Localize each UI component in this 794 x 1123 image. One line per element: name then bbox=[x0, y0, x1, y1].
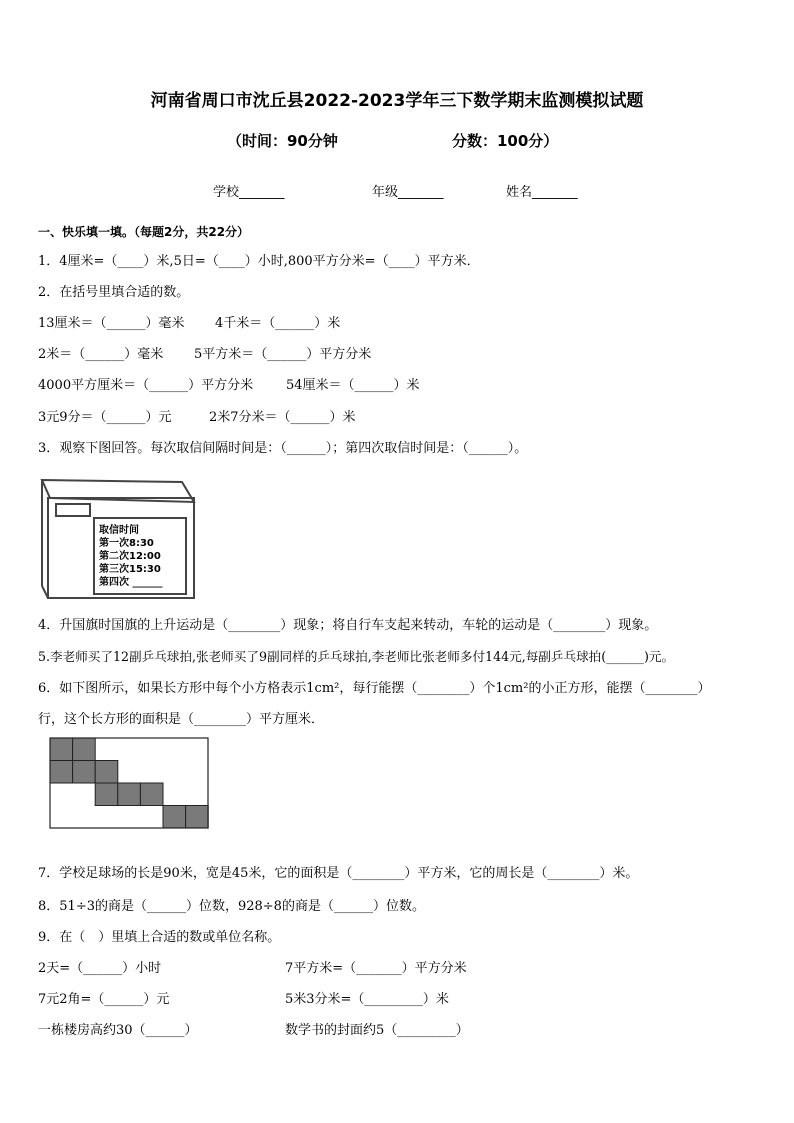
question-1: 1．4厘米=（____）米,5日=（____）小时,800平方分米=（____）平方米． bbox=[38, 254, 480, 269]
mailbox-schedule bbox=[99, 524, 162, 589]
question-9-item: 一栋楼房高约30（______） bbox=[38, 1023, 198, 1038]
shaded-square bbox=[95, 783, 118, 806]
question-6-cont: 行，这个长方形的面积是（________）平方厘米． bbox=[38, 712, 325, 727]
question-4: 4．升国旗时国旗的上升运动是（________）现象；将自行车支起来转动，车轮的运动是（________）现象。 bbox=[38, 618, 658, 633]
shaded-square bbox=[118, 783, 141, 806]
shaded-square bbox=[140, 783, 163, 806]
shaded-square bbox=[73, 761, 96, 784]
mailbox-time: 第四次 ______ bbox=[99, 577, 163, 588]
grid-rectangle-figure bbox=[49, 737, 211, 831]
question-2-item: 54厘米＝（______）米 bbox=[286, 378, 420, 393]
question-9-item: 7元2角=（______）元 bbox=[38, 992, 170, 1007]
question-3: 3．观察下图回答。每次取信间隔时间是：（______）；第四次取信时间是：（______）。 bbox=[38, 441, 528, 456]
question-6: 6．如下图所示，如果长方形中每个小方格表示1cm²，每行能摆（________）个1cm²的小正方形，能摆（________） bbox=[38, 681, 711, 696]
mailbox-time: 第一次8:30 bbox=[99, 538, 154, 549]
shaded-square bbox=[163, 806, 186, 829]
shaded-square bbox=[95, 761, 118, 784]
mailbox-time: 第二次12:00 bbox=[99, 551, 161, 562]
grade-field[interactable]: 年级_______ bbox=[372, 185, 444, 200]
question-2-item: 4000平方厘米＝（______）平方分米 bbox=[38, 378, 254, 393]
section-heading: 一、快乐填一填。（每题2分，共22分） bbox=[38, 225, 250, 239]
page-title: 河南省周口市沈丘县2022-2023学年三下数学期末监测模拟试题 bbox=[150, 91, 644, 111]
name-field[interactable]: 姓名_______ bbox=[506, 185, 578, 200]
question-9-item: 7平方米=（_______）平方分米 bbox=[285, 961, 467, 976]
question-7: 7．学校足球场的长是90米，宽是45米，它的面积是（________）平方米，它的周长是（________）米。 bbox=[38, 866, 639, 881]
question-2-item: 4千米＝（______）米 bbox=[215, 316, 341, 331]
question-5: 5.李老师买了12副乒乓球拍,张老师买了9副同样的乒乓球拍,李老师比张老师多付144元,每副乒乓球拍(______)元。 bbox=[38, 649, 675, 664]
question-9: 9．在（ ）里填上合适的数或单位名称。 bbox=[38, 930, 281, 945]
question-9-item: 5米3分米=（_________）米 bbox=[285, 992, 449, 1007]
question-9-item: 2天=（______）小时 bbox=[38, 961, 162, 976]
shaded-square bbox=[73, 738, 96, 761]
question-2-item: 3元9分＝（______）元 bbox=[38, 410, 172, 425]
question-2-item: 2米＝（______）毫米 bbox=[38, 347, 164, 362]
exam-time: （时间：90分钟 bbox=[227, 132, 338, 150]
shaded-square bbox=[50, 761, 73, 784]
question-2: 2．在括号里填合适的数。 bbox=[38, 285, 190, 300]
school-field[interactable]: 学校_______ bbox=[213, 185, 285, 200]
mailbox-time: 第三次15:30 bbox=[99, 564, 161, 575]
shaded-square bbox=[186, 806, 209, 829]
exam-score: 分数：100分） bbox=[452, 132, 559, 150]
question-2-item: 2米7分米＝（______）米 bbox=[209, 410, 356, 425]
question-9-item: 数学书的封面约5（_________） bbox=[285, 1023, 469, 1038]
question-2-item: 5平方米＝（______）平方分米 bbox=[194, 347, 372, 362]
question-8: 8．51÷3的商是（______）位数，928÷8的商是（______）位数。 bbox=[38, 899, 425, 914]
shaded-square bbox=[50, 738, 73, 761]
mailbox-header: 取信时间 bbox=[99, 525, 139, 536]
question-2-item: 13厘米＝（______）毫米 bbox=[38, 316, 185, 331]
